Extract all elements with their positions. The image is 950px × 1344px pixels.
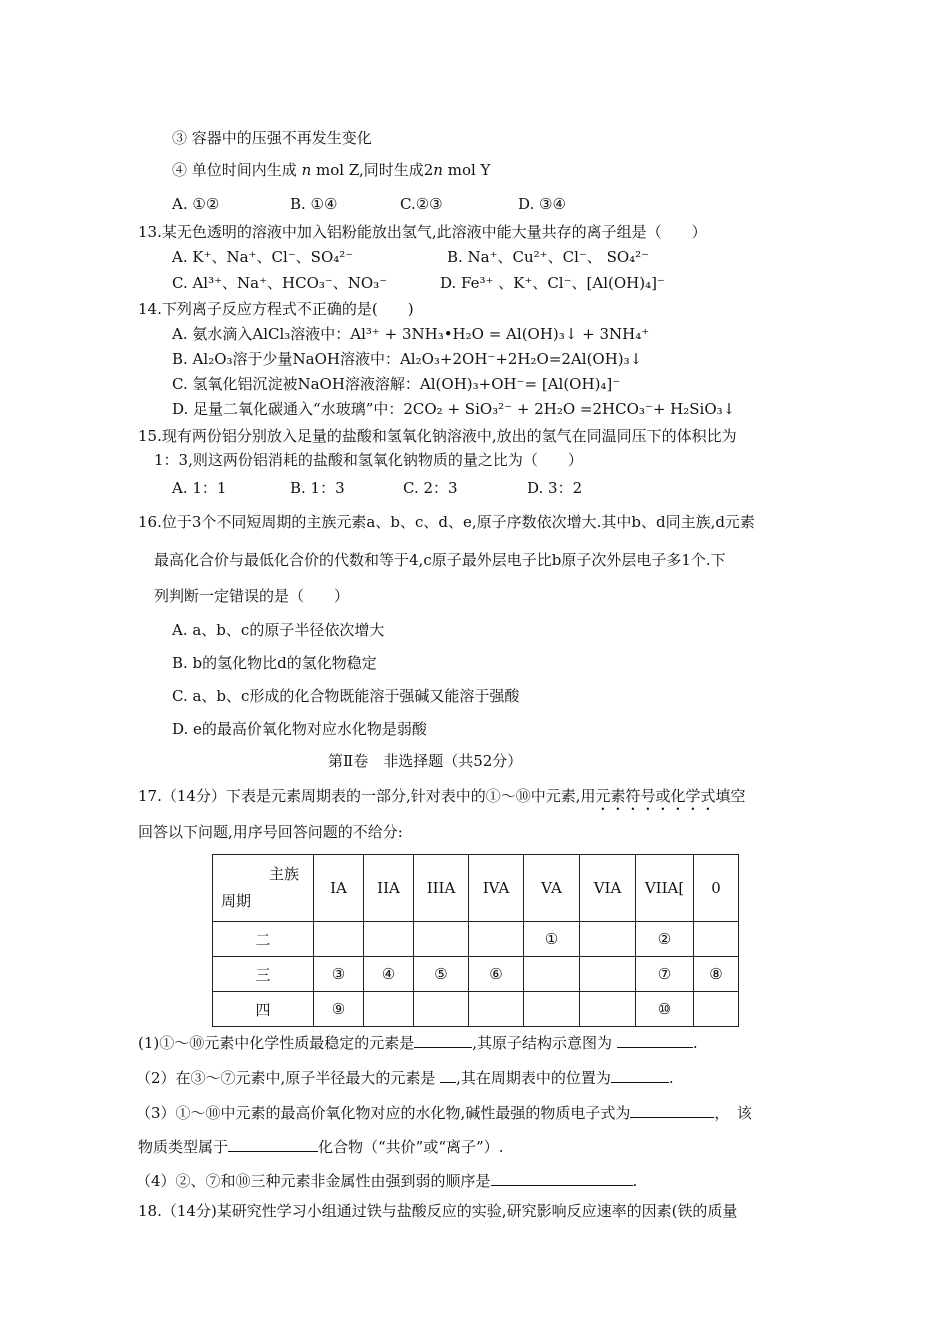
q17-part-3-line2: 物质类型属于 化合物（“共价”或“离子”）.	[138, 1138, 504, 1156]
table-cell	[469, 992, 524, 1027]
q13-option-d: D. Fe³⁺ 、K⁺、Cl⁻、[Al(OH)₄]⁻	[440, 274, 665, 292]
answer-blank[interactable]	[228, 1137, 318, 1152]
table-cell	[524, 957, 580, 992]
q17-part-1: (1)①～⑩元素中化学性质最稳定的元素是 ,其原子结构示意图为 .	[138, 1034, 698, 1052]
table-cell: ⑨	[314, 992, 364, 1027]
q17-stem-line2: 回答以下问题,用序号回答问题的不给分:	[138, 823, 403, 841]
q16-option-c: C. a、b、c形成的化合物既能溶于强碱又能溶于强酸	[172, 687, 520, 705]
q16-stem-line2: 最高化合价与最低化合价的代数和等于4,c原子最外层电子比b原子次外层电子多1个.下	[154, 551, 726, 569]
period-label: 二	[213, 922, 314, 957]
table-cell	[414, 922, 469, 957]
answer-blank[interactable]	[611, 1068, 669, 1083]
q14-option-a: A. 氨水滴入AlCl₃溶液中：Al³⁺ + 3NH₃•H₂O = Al(OH)₃↓ + 3NH₄⁺	[172, 325, 650, 343]
q14-option-d: D. 足量二氧化碳通入“水玻璃”中：2CO₂ + SiO₃²⁻ + 2H₂O =2HCO₃⁻+ H₂SiO₃↓	[172, 400, 736, 418]
q14-option-b: B. Al₂O₃溶于少量NaOH溶液中：Al₂O₃+2OH⁻+2H₂O=2Al(OH)₃↓	[172, 350, 643, 368]
group-header: VIIA[	[636, 855, 694, 922]
group-header: VA	[524, 855, 580, 922]
q17-part-2: （2）在③～⑦元素中,原子半径最大的元素是 ,其在周期表中的位置为 .	[136, 1069, 674, 1087]
table-cell	[314, 922, 364, 957]
table-header-row	[213, 855, 739, 922]
table-cell: ⑥	[469, 957, 524, 992]
table-cell: ⑩	[636, 992, 694, 1027]
q18-stem-line1: 18.（14分)某研究性学习小组通过铁与盐酸反应的实验,研究影响反应速率的因素(铁的质量	[138, 1202, 738, 1220]
table-cell	[414, 992, 469, 1027]
table-cell: ④	[364, 957, 414, 992]
table-cell: ⑧	[694, 957, 739, 992]
table-cell	[364, 992, 414, 1027]
period-label: 三	[213, 957, 314, 992]
q14-stem: 14.下列离子反应方程式不正确的是( )	[138, 300, 414, 318]
table-row	[213, 922, 739, 957]
table-cell	[364, 922, 414, 957]
group-header: VIA	[580, 855, 636, 922]
group-header: IA	[314, 855, 364, 922]
q14-option-c: C. 氢氧化铝沉淀被NaOH溶液溶解：Al(OH)₃+OH⁻= [Al(OH)₄]⁻	[172, 375, 621, 393]
q16-option-d: D. e的最高价氧化物对应水化物是弱酸	[172, 720, 427, 738]
table-cell	[580, 992, 636, 1027]
period-label: 四	[213, 992, 314, 1027]
q13-option-b: B. Na⁺、Cu²⁺、Cl⁻、 SO₄²⁻	[447, 248, 650, 266]
q12-item-3: ③ 容器中的压强不再发生变化	[172, 129, 372, 147]
table-row	[213, 992, 739, 1027]
q13-option-c: C. Al³⁺、Na⁺、HCO₃⁻、NO₃⁻	[172, 274, 388, 292]
q17-part-4: （4）②、⑦和⑩三种元素非金属性由强到弱的顺序是 .	[136, 1172, 638, 1190]
q16-option-a: A. a、b、c的原子半径依次增大	[172, 621, 385, 639]
table-row	[213, 957, 739, 992]
table-cell	[524, 992, 580, 1027]
table-cell: ②	[636, 922, 694, 957]
q13-stem: 13.某无色透明的溶液中加入铝粉能放出氢气,此溶液中能大量共存的离子组是（ ）	[138, 223, 707, 241]
table-cell: ①	[524, 922, 580, 957]
q16-stem-line3: 列判断一定错误的是（ ）	[154, 587, 350, 605]
group-header: 0	[694, 855, 739, 922]
q15-options: A. 1：1 B. 1：3 C. 2：3 D. 3：2	[172, 479, 583, 497]
answer-blank[interactable]	[617, 1033, 693, 1048]
table-cell	[580, 922, 636, 957]
q15-stem-line1: 15.现有两份铝分别放入足量的盐酸和氢氧化钠溶液中,放出的氢气在同温同压下的体积比为	[138, 427, 737, 445]
table-cell: ⑤	[414, 957, 469, 992]
table-cell	[469, 922, 524, 957]
q16-option-b: B. b的氢化物比d的氢化物稳定	[172, 654, 377, 672]
q15-stem-line2: 1：3,则这两份铝消耗的盐酸和氢氧化钠物质的量之比为（ ）	[154, 451, 583, 469]
group-header: IVA	[469, 855, 524, 922]
group-header: IIA	[364, 855, 414, 922]
table-cell	[694, 992, 739, 1027]
group-header: IIIA	[414, 855, 469, 922]
table-corner-cell: 主族 周期	[213, 855, 314, 922]
table-cell: ③	[314, 957, 364, 992]
q12-options: A. ①② B. ①④ C.②③ D. ③④	[172, 195, 566, 213]
answer-blank[interactable]	[440, 1068, 456, 1083]
q12-item-4: ④ 单位时间内生成 n mol Z,同时生成2n mol Y	[172, 161, 491, 179]
q13-option-a: A. K⁺、Na⁺、Cl⁻、SO₄²⁻	[172, 248, 354, 266]
answer-blank[interactable]	[630, 1103, 714, 1118]
table-cell: ⑦	[636, 957, 694, 992]
q17-stem-line1: 17.（14分）下表是元素周期表的一部分,针对表中的①～⑩中元素,用元素符号或化学式填空	[138, 787, 746, 805]
periodic-table	[212, 854, 739, 1027]
table-cell	[580, 957, 636, 992]
answer-blank[interactable]	[491, 1171, 633, 1186]
answer-blank[interactable]	[414, 1033, 472, 1048]
q17-part-3-line1: （3）①～⑩中元素的最高价氧化物对应的水化物,碱性最强的物质电子式为 ， 该	[136, 1104, 752, 1122]
section-2-title: 第Ⅱ卷 非选择题（共52分）	[328, 752, 523, 770]
q16-stem-line1: 16.位于3个不同短周期的主族元素a、b、c、d、e,原子序数依次增大.其中b、d同主族,d元素	[138, 513, 755, 531]
table-cell	[694, 922, 739, 957]
